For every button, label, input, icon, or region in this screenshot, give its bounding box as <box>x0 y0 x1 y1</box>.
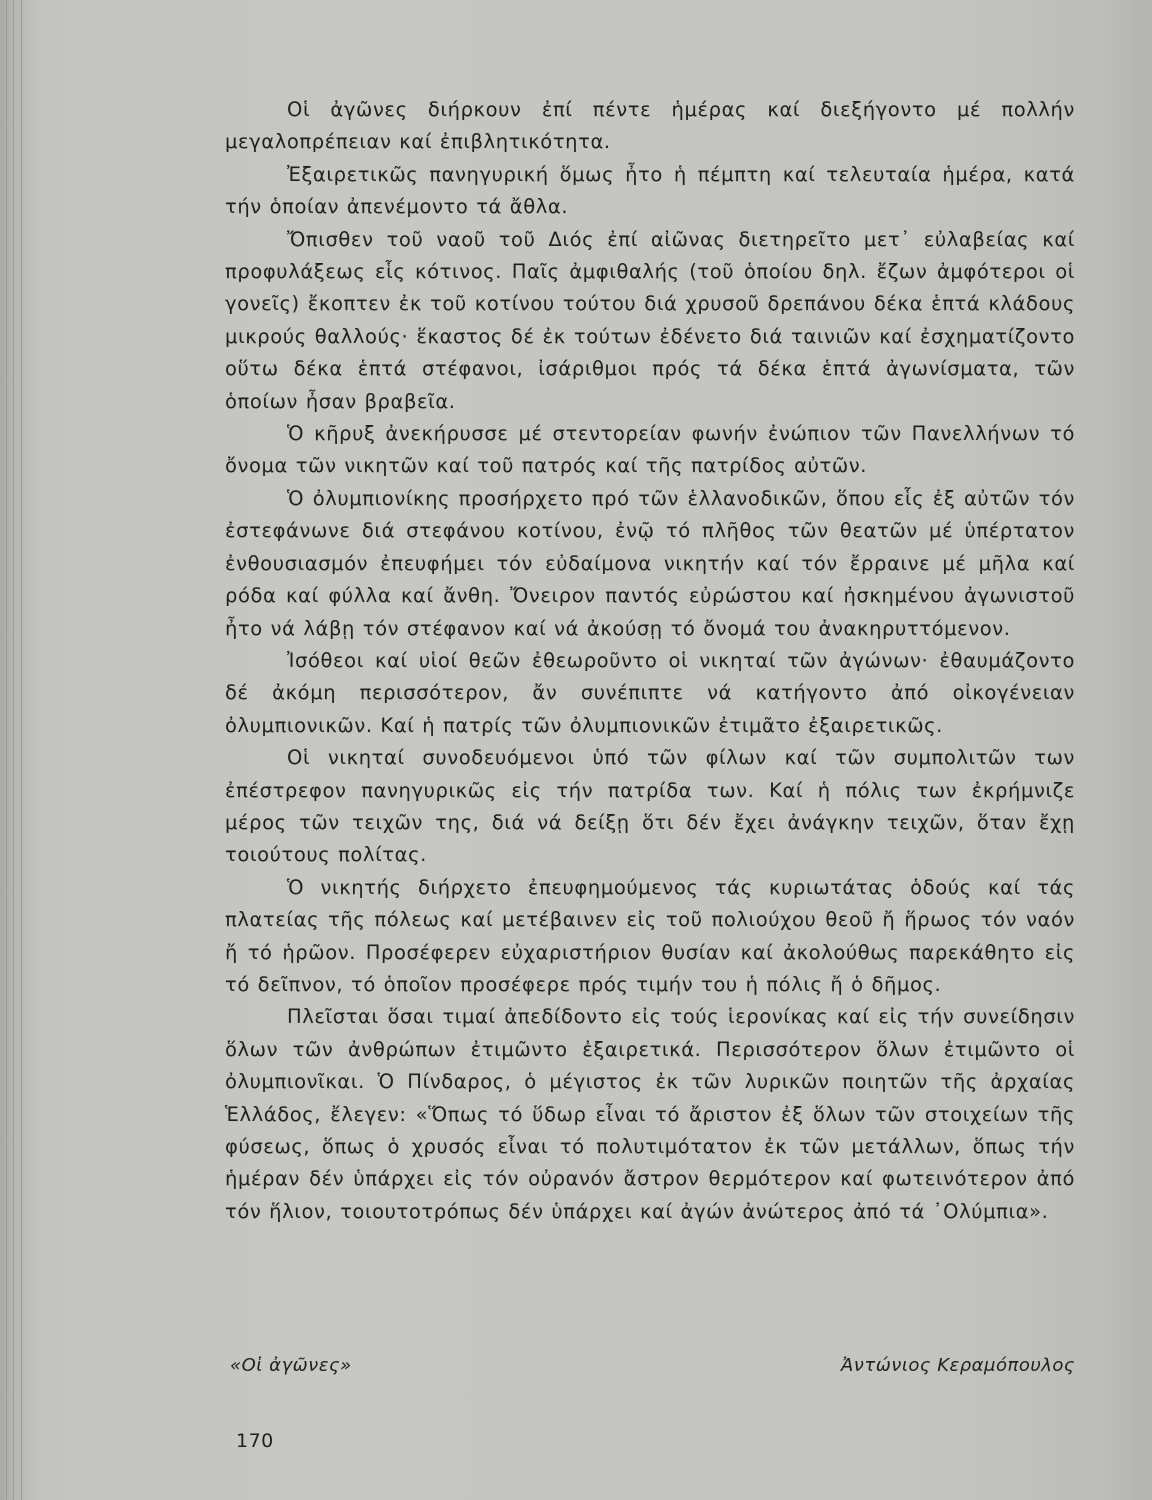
paragraph: Ὄπισθεν τοῦ ναοῦ τοῦ Διός ἐπί αἰῶνας διετηρεῖτο μετ᾿ εὐλαβείας καί προφυλάξεως εἷς κότινος. Παῖς ἀμφιθαλής (τοῦ ὁποίου δηλ. ἔζων ἀμφότεροι οἱ γονεῖς) ἔκοπτεν ἐκ τοῦ κοτίνου τούτου διά χρυσοῦ δρεπάνου δέκα ἑπτά κλάδους μικρούς θαλλούς· ἕκαστος δέ ἐκ τούτων ἐδένετο διά ταινιῶν καί ἐσχηματίζοντο οὕτω δέκα ἑπτά στέφανοι, ἰσάριθμοι πρός τά δέκα ἑπτά ἀγωνίσματα, τῶν ὁποίων ἦσαν βραβεῖα. <box>225 227 1075 413</box>
spine-edge-line <box>6 0 7 1500</box>
spine-edge-line <box>13 0 14 1500</box>
paragraph: Οἱ νικηταί συνοδευόμενοι ὑπό τῶν φίλων καί τῶν συμπολιτῶν των ἐπέστρεφον πανηγυρικῶς εἰς τήν πατρίδα των. Καί ἡ πόλις των ἐκρήμνιζε μέρος τῶν τειχῶν της, διά νά δείξῃ ὅτι δέν ἔχει ἀνάγκην τειχῶν, ὅταν ἔχῃ τοιούτους πολίτας. <box>225 746 1075 867</box>
paragraph: Πλεῖσται ὅσαι τιμαί ἀπεδίδοντο εἰς τούς ἱερονίκας καί εἰς τήν συνείδησιν ὅλων τῶν ἀνθρώπων ἐτιμῶντο ἐξαιρετικά. Περισσότερον ὅλων ἐτιμῶντο οἱ ὀλυμπιονῖκαι. Ὁ Πίνδαρος, ὁ μέγιστος ἐκ τῶν λυρικῶν ποιητῶν τῆς ἀρχαίας Ἑλλάδος, ἔλεγεν: «Ὅπως τό ὕδωρ εἶναι τό ἄριστον ἐξ ὅλων τῶν στοιχείων τῆς φύσεως, ὅπως ὁ χρυσός εἶναι τό πολυτιμότατον ἐκ τῶν μετάλλων, ὅπως τήν ἡμέραν δέν ὑπάρχει εἰς τόν οὐρανόν ἄστρον θερμότερον καί φωτεινότερον ἀπό τόν ἥλιον, τοιουτοτρόπως δέν ὑπάρχει καί ἀγών ἀνώτερος ἀπό τά ᾿Ολύμπια». <box>225 1005 1075 1223</box>
paragraph: Ὁ κῆρυξ ἀνεκήρυσσε μέ στεντορείαν φωνήν ἐνώπιον τῶν Πανελλήνων τό ὄνομα τῶν νικητῶν καί τοῦ πατρός καί τῆς πατρίδος αὐτῶν. <box>225 422 1075 478</box>
paragraph: Οἱ ἀγῶνες διήρκουν ἐπί πέντε ἡμέρας καί διεξήγοντο μέ πολλήν μεγαλοπρέπειαν καί ἐπιβλητικότητα. <box>225 98 1075 154</box>
paragraph: Ὁ ὀλυμπιονίκης προσήρχετο πρό τῶν ἑλλανοδικῶν, ὅπου εἷς ἐξ αὐτῶν τόν ἐστεφάνωνε διά στεφάνου κοτίνου, ἐνῷ τό πλῆθος τῶν θεατῶν μέ ὑπέρτατον ἐνθουσιασμόν ἐπευφήμει τόν εὐδαίμονα νικητήν καί τόν ἔρραινε μέ μῆλα καί ρόδα καί φύλλα καί ἄνθη. Ὄνειρον παντός εὐρώστου καί ἠσκημένου ἀγωνιστοῦ ἦτο νά λάβῃ τόν στέφανον καί νά ἀκούσῃ τό ὄνομά του ἀνακηρυττόμενον. <box>225 486 1075 640</box>
paragraph: Ὁ νικητής διήρχετο ἐπευφημούμενος τάς κυριωτάτας ὁδούς καί τάς πλατείας τῆς πόλεως καί μετέβαινεν εἰς τοῦ πολιούχου θεοῦ ἤ ἥρωος τόν ναόν ἤ τό ἡρῶον. Προσέφερεν εὐχαριστήριον θυσίαν καί ἀκολούθως παρεκάθητο εἰς τό δεῖπνον, τό ὁποῖον προσέφερε πρός τιμήν του ἡ πόλις ἤ ὁ δῆμος. <box>225 875 1075 996</box>
paragraph: Ἰσόθεοι καί υἱοί θεῶν ἐθεωροῦντο οἱ νικηταί τῶν ἀγώνων· ἐθαυμάζοντο δέ ἀκόμη περισσότερον, ἄν συνέπιπτε νά κατήγοντο ἀπό οἰκογένειαν ὀλυμπιονικῶν. Καί ἡ πατρίς τῶν ὀλυμπιονικῶν ἐτιμᾶτο ἐξαιρετικῶς. <box>225 648 1075 737</box>
spine-edge-line <box>21 0 22 1500</box>
body-text <box>225 94 1075 1228</box>
author-name: Ἀντώνιος Κεραμόπουλος <box>840 1355 1075 1376</box>
page-number: 170 <box>236 1430 274 1452</box>
attribution <box>225 1355 1075 1385</box>
paragraph: Ἐξαιρετικῶς πανηγυρική ὅμως ἦτο ἡ πέμπτη καί τελευταία ἡμέρα, κατά τήν ὁποίαν ἀπενέμοντο τά ἄθλα. <box>225 162 1075 219</box>
source-title: «Οἱ ἀγῶνες» <box>230 1355 352 1376</box>
